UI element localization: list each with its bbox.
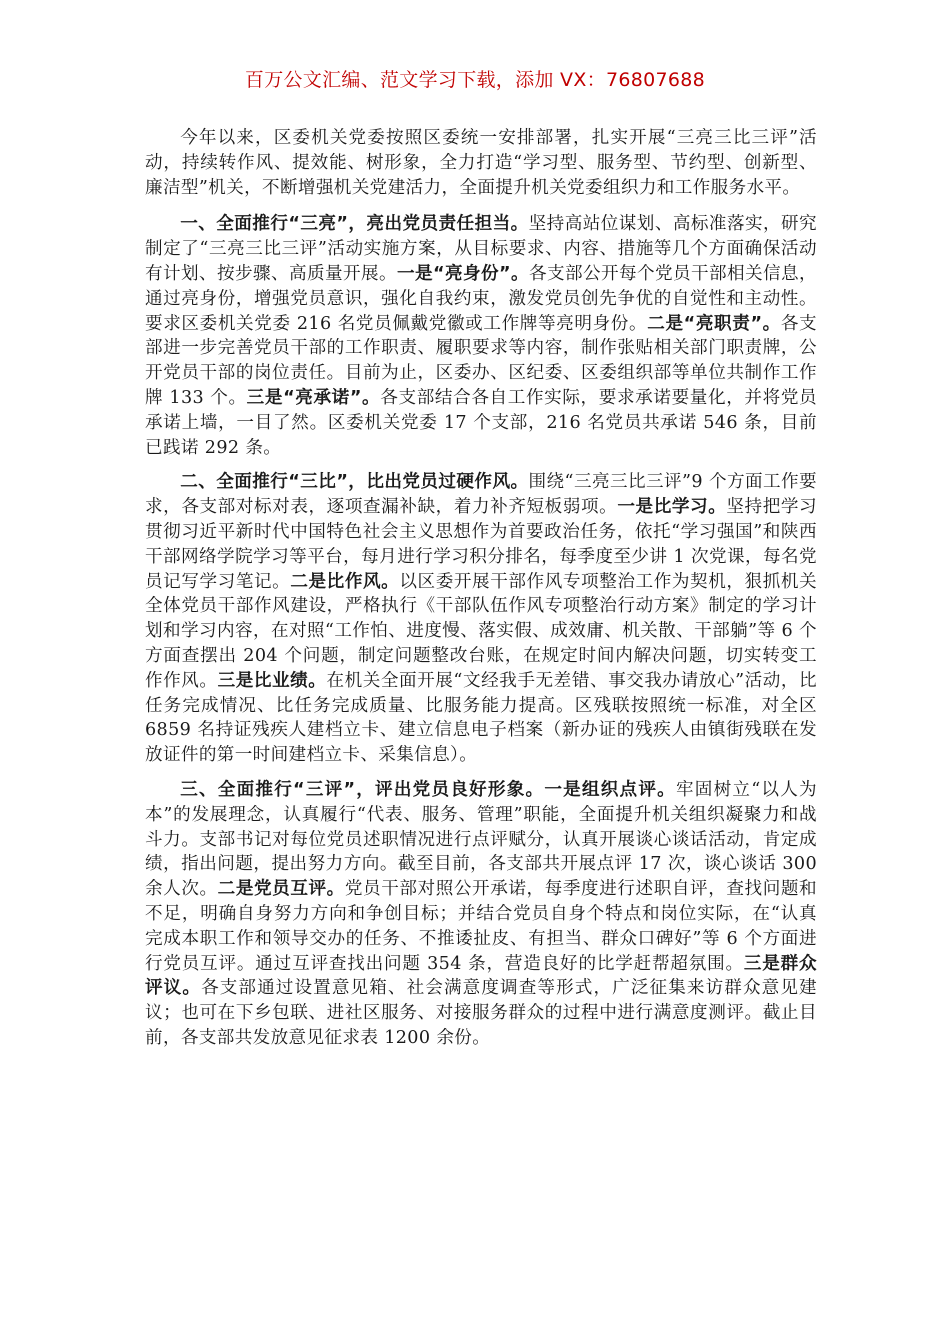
section-3-point-3: 三是群众评议。 bbox=[145, 953, 817, 999]
section-3-heading: 三、全面推行“三评”，评出党员良好形象。 bbox=[180, 779, 545, 800]
section-2-text: 围绕“三亮三比三评”9 个方面工作要求，各支部对标对表，逐项查漏补缺，着力补齐短板弱项。 bbox=[145, 472, 818, 518]
document-body bbox=[145, 126, 817, 1061]
section-3-text: 党员干部对照公开承诺，每季度进行述职自评，查找问题和不足，明确自身努力方向和争创目标；并结合党员自身个特点和岗位实际，在“认真完成本职工作和领导交办的任务、不推诿扯皮、有担当、群众口碑好”等 6 个方面进行党员互评。通过互评查找出问题 354 条，营造良好的比学赶帮超氛围。 bbox=[145, 879, 817, 974]
section-2-point-1: 一是比学习。 bbox=[617, 497, 727, 518]
header-banner: 百万公文汇编、范文学习下载，添加 VX：76807688 bbox=[244, 69, 706, 91]
section-3-text: 各支部通过设置意见箱、社会满意度调查等形式，广泛征集来访群众意见建议；也可在下乡包联、进社区服务、对接服务群众的过程中进行满意度测评。截止目前，各支部共发放意见征求表 1200 余份。 bbox=[145, 978, 817, 1048]
section-1-heading: 一、全面推行“三亮”，亮出党员责任担当。 bbox=[180, 214, 529, 235]
section-3-point-1: 一是组织点评。 bbox=[544, 779, 676, 800]
section-2-heading: 二、全面推行“三比”，比出党员过硬作风。 bbox=[180, 472, 529, 493]
section-1-paragraph bbox=[145, 212, 817, 460]
section-2-point-2: 二是比作风。 bbox=[290, 571, 400, 592]
section-2-paragraph bbox=[145, 470, 817, 768]
section-1-text: 坚持高站位谋划、高标准落实，研究制定了“三亮三比三评”活动实施方案，从目标要求、内容、措施等几个方面确保活动有计划、按步骤、高质量开展。 bbox=[145, 214, 817, 284]
section-1-text: 各支部公开每个党员干部相关信息，通过亮身份，增强党员意识，强化自我约束，激发党员创先争优的自觉性和主动性。要求区委机关党委 216 名党员佩戴党徽或工作牌等亮明身份。 bbox=[145, 263, 817, 334]
intro-paragraph: 今年以来，区委机关党委按照区委统一安排部署，扎实开展“三亮三比三评”活动，持续转作风、提效能、树形象，全力打造“学习型、服务型、节约型、创新型、廉洁型”机关，不断增强机关党建活力，全面提升机关党委组织力和工作服务水平。 bbox=[145, 128, 817, 198]
section-2-point-3: 三是比业绩。 bbox=[217, 670, 327, 691]
section-1-point-1: 一是“亮身份”。 bbox=[397, 263, 530, 284]
section-3-point-2: 二是党员互评。 bbox=[217, 879, 345, 900]
section-2-text: 坚持把学习贯彻习近平新时代中国特色社会主义思想作为首要政治任务，依托“学习强国”和陕西干部网络学院学习等平台，每月进行学习积分排名，每季度至少讲 1 次党课，每名党员记写学习笔记。 bbox=[145, 497, 817, 592]
section-3-paragraph bbox=[145, 778, 817, 1051]
section-3-text: 牢固树立“以人为本”的发展理念，认真履行“代表、服务、管理”职能，全面提升机关组织凝聚力和战斗力。支部书记对每位党员述职情况进行点评赋分，认真开展谈心谈话活动，肯定成绩，指出问题，提出努力方向。截至目前，各支部共开展点评 17 次，谈心谈话 300 余人次。 bbox=[145, 779, 817, 900]
section-2-text: 在机关全面开展“文经我手无差错、事交我办请放心”活动，比任务完成情况、比任务完成质量、比服务能力提高。区残联按照统一标准，对全区 6859 名持证残疾人建档立卡、建立信息电子档案（新办证的残疾人由镇街残联在发放证件的第一时间建档立卡、采集信息）。 bbox=[145, 670, 818, 766]
section-1-point-2: 二是“亮职责”。 bbox=[647, 313, 781, 334]
section-2-text: 以区委开展干部作风专项整治工作为契机，狠抓机关全体党员干部作风建设，严格执行《干部队伍作风专项整治行动方案》制定的学习计划和学习内容，在对照“工作怕、进度慢、落实假、成效庸、机关散、干部躺”等 6 个方面查摆出 204 个问题，制定问题整改台账，在规定时间内解决问题，切实转变工作作风。 bbox=[145, 571, 817, 691]
section-1-text: 各支部结合各自工作实际，要求承诺要量化，并将党员承诺上墙，一目了然。区委机关党委 17 个支部，216 名党员共承诺 546 条，目前已践诺 292 条。 bbox=[145, 387, 817, 458]
section-1-text: 各支部进一步完善党员干部的工作职责、履职要求等内容，制作张贴相关部门职责牌，公开党员干部的岗位责任。目前为止，区委办、区纪委、区委组织部等单位共制作工作牌 133 个。 bbox=[145, 313, 817, 408]
section-1-point-3: 三是“亮承诺”。 bbox=[246, 387, 381, 408]
